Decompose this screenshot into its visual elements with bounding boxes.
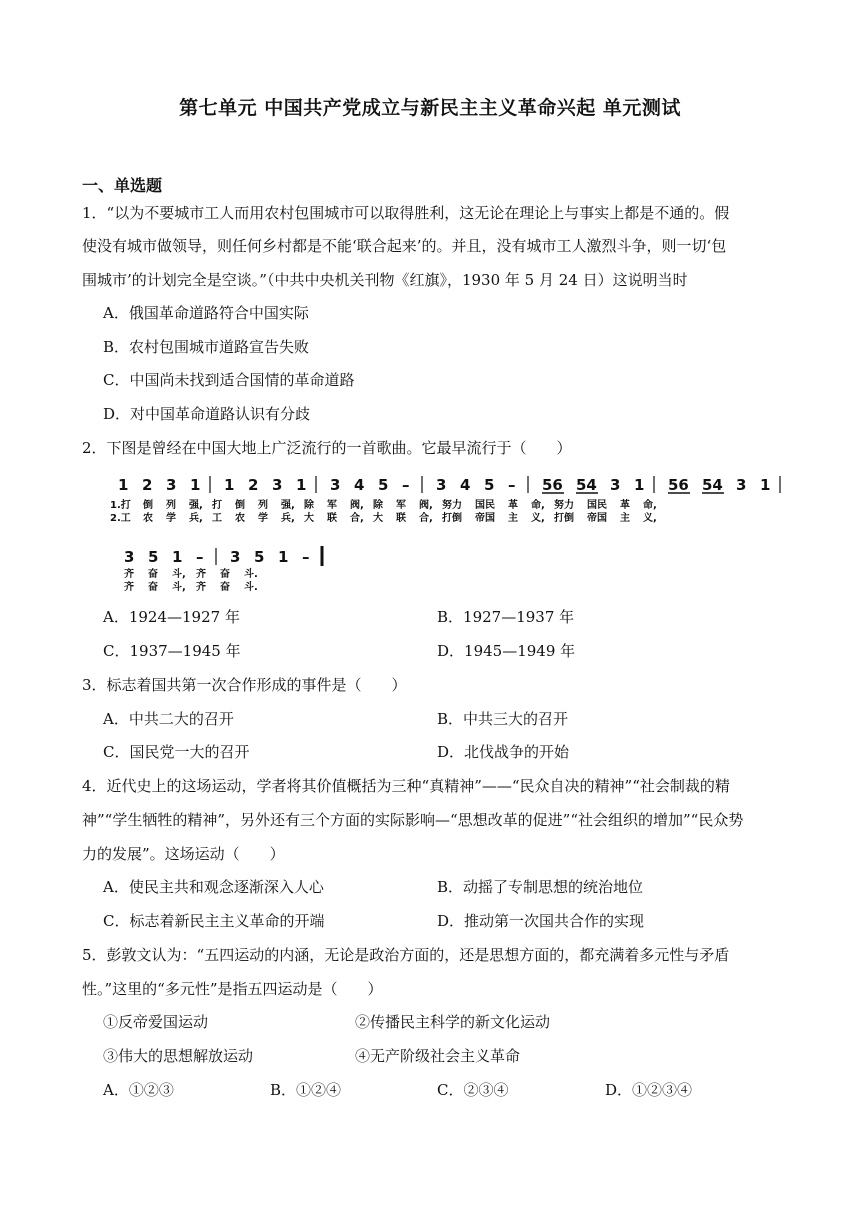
score-lyric: 义,: [531, 513, 545, 524]
question-2-option-d[interactable]: D．1945—1949 年: [437, 642, 576, 660]
score-lyric: 奋: [148, 569, 158, 580]
score-row-1-notes: [118, 476, 780, 494]
score-lyric: 齐: [124, 569, 134, 580]
score-lyric: 大: [373, 513, 383, 524]
score-note: 2: [142, 476, 153, 494]
score-row-2-notes: [124, 546, 322, 566]
score-lyric: 主: [620, 513, 630, 524]
score-note: 56: [668, 476, 689, 494]
score-note: 1: [760, 476, 771, 494]
score-lyric: 除: [304, 500, 314, 511]
question-5-text-line-2: 性。”这里的“多元性”是指五四运动是（ ）: [82, 980, 383, 998]
score-note: 5: [484, 476, 495, 494]
score-note: 3: [272, 476, 283, 494]
question-3-option-b[interactable]: B．中共三大的召开: [437, 710, 569, 728]
score-lyric: 齐: [196, 569, 206, 580]
score-lyric: 国民: [587, 500, 607, 511]
score-lyric: 阀,: [350, 500, 364, 511]
score-note: 54: [576, 476, 597, 494]
score-note: 1: [278, 548, 289, 566]
score-lyric: 军: [396, 500, 406, 511]
score-lyric: 革: [620, 500, 630, 511]
question-2-option-a[interactable]: A．1924—1927 年: [103, 608, 240, 626]
question-5-statement-3: ③伟大的思想解放运动: [103, 1047, 254, 1065]
question-5-option-d[interactable]: D．①②③④: [605, 1081, 693, 1099]
score-note: 3: [230, 548, 241, 566]
section-heading: 一、单选题: [82, 176, 163, 195]
score-lyric: 农: [235, 513, 245, 524]
score-note: 3: [124, 548, 135, 566]
score-row-2-lyric-2: [124, 580, 258, 593]
score-lyric: 合,: [350, 513, 364, 524]
page-title: 第七单元 中国共产党成立与新民主主义革命兴起 单元测试: [179, 97, 681, 119]
score-lyric: 国民: [475, 500, 495, 511]
question-1-text-line-1: 1．“以为不要城市工人而用农村包围城市可以取得胜利，这无论在理论上与事实上都是不通的。假: [82, 204, 730, 222]
question-1-option-a[interactable]: A．俄国革命道路符合中国实际: [103, 304, 309, 322]
question-4-option-b[interactable]: B．动摇了专制思想的统治地位: [437, 878, 644, 896]
question-5-option-c[interactable]: C．②③④: [437, 1081, 509, 1099]
score-lyric: 倒: [235, 500, 245, 511]
question-5-option-a[interactable]: A．①②③: [103, 1081, 174, 1099]
score-note: –: [196, 548, 204, 566]
question-1-text-line-3: 围城市’的计划完全是空谈。”（中共中央机关刊物《红旗》，1930 年 5 月 24 日）这说明当时: [82, 271, 688, 289]
question-5-option-b[interactable]: B．①②④: [270, 1081, 342, 1099]
score-lyric: 联: [327, 513, 337, 524]
question-4-text-line-3: 力的发展”。这场运动（ ）: [82, 845, 285, 863]
question-4-option-a[interactable]: A．使民主共和观念逐渐深入人心: [103, 878, 324, 896]
score-lyric: 努力: [442, 500, 462, 511]
score-lyric: 打倒: [442, 513, 462, 524]
score-note: 3: [166, 476, 177, 494]
score-lyric: 齐: [124, 582, 134, 593]
question-2-option-c[interactable]: C．1937—1945 年: [103, 642, 241, 660]
score-note: 2: [248, 476, 259, 494]
question-4-text-line-1: 4．近代史上的这场运动，学者将其价值概括为三种“真精神”——“民众自决的精神”“社会制裁的精: [82, 777, 730, 795]
score-note: 1: [118, 476, 129, 494]
score-lyric: 列: [166, 500, 176, 511]
score-note: –: [402, 476, 410, 494]
score-lyric: 奋: [220, 582, 230, 593]
score-note: 1: [190, 476, 201, 494]
question-2-option-b[interactable]: B．1927—1937 年: [437, 608, 575, 626]
score-row-1-lyric-2: [110, 511, 657, 524]
score-lyric: 联: [396, 513, 406, 524]
question-5-statement-1: ①反帝爱国运动: [103, 1013, 209, 1031]
score-note: 4: [460, 476, 471, 494]
question-5-statement-2: ②传播民主科学的新文化运动: [355, 1013, 551, 1031]
score-lyric: 倒: [143, 500, 153, 511]
score-lyric: 义,: [643, 513, 657, 524]
score-note: 1: [634, 476, 645, 494]
score-row-2-lyric-1: [124, 567, 258, 580]
score-lyric: 学: [166, 513, 176, 524]
score-note: 56: [542, 476, 563, 494]
score-lyric: 打倒: [554, 513, 574, 524]
score-lyric: 奋: [220, 569, 230, 580]
question-1-option-d[interactable]: D．对中国革命道路认识有分歧: [103, 405, 311, 423]
score-lyric: 兵,: [189, 513, 203, 524]
score-lyric: 命,: [531, 500, 545, 511]
question-1-option-b[interactable]: B．农村包围城市道路宣告失败: [103, 338, 310, 356]
score-lyric: 帝国: [475, 513, 495, 524]
score-lyric: 打: [212, 500, 222, 511]
score-lyric: 齐: [196, 582, 206, 593]
score-lyric: 兵,: [281, 513, 295, 524]
question-4-text-line-2: 神”“学生牺牲的精神”，另外还有三个方面的实际影响—“思想改革的促进”“社会组织的增加”“民众势: [82, 811, 744, 829]
score-lyric: 斗,: [172, 582, 186, 593]
score-lyric: 1.打: [110, 500, 131, 511]
score-lyric: 阀,: [419, 500, 433, 511]
question-1-option-c[interactable]: C．中国尚未找到适合国情的革命道路: [103, 371, 355, 389]
question-5-text-line-1: 5．彭敦文认为：“五四运动的内涵，无论是政治方面的，还是思想方面的，都充满着多元性与矛盾: [82, 946, 730, 964]
score-note: 1: [224, 476, 235, 494]
score-lyric: 命,: [643, 500, 657, 511]
score-note: 1: [296, 476, 307, 494]
score-lyric: 斗.: [244, 569, 258, 580]
score-note: 3: [330, 476, 341, 494]
score-lyric: 强,: [281, 500, 295, 511]
score-lyric: 奋: [148, 582, 158, 593]
score-lyric: 帝国: [587, 513, 607, 524]
score-note: 3: [436, 476, 447, 494]
score-note: 3: [736, 476, 747, 494]
question-3-option-c[interactable]: C．国民党一大的召开: [103, 743, 250, 761]
question-4-option-c[interactable]: C．标志着新民主主义革命的开端: [103, 912, 325, 930]
question-5-statement-4: ④无产阶级社会主义革命: [355, 1047, 521, 1065]
question-3-option-d[interactable]: D．北伐战争的开始: [437, 743, 570, 761]
score-note: 5: [148, 548, 159, 566]
score-lyric: 学: [258, 513, 268, 524]
score-lyric: 合,: [419, 513, 433, 524]
score-note: 5: [378, 476, 389, 494]
score-note: –: [302, 548, 310, 566]
score-note: 3: [610, 476, 621, 494]
score-lyric: 列: [258, 500, 268, 511]
score-lyric: 农: [143, 513, 153, 524]
score-row-1-lyric-1: [110, 498, 657, 511]
score-lyric: 大: [304, 513, 314, 524]
score-lyric: 2.工: [110, 513, 131, 524]
question-4-option-d[interactable]: D．推动第一次国共合作的实现: [437, 912, 645, 930]
score-lyric: 主: [508, 513, 518, 524]
score-note: 5: [254, 548, 265, 566]
score-lyric: 工: [212, 513, 222, 524]
score-note: 4: [354, 476, 365, 494]
score-lyric: 军: [327, 500, 337, 511]
question-3-option-a[interactable]: A．中共二大的召开: [103, 710, 234, 728]
score-lyric: 强,: [189, 500, 203, 511]
score-lyric: 斗.: [244, 582, 258, 593]
score-note: 1: [172, 548, 183, 566]
question-2-text-line-1: 2．下图是曾经在中国大地上广泛流行的一首歌曲。它最早流行于（ ）: [82, 439, 572, 457]
score-lyric: 努力: [554, 500, 574, 511]
score-lyric: 革: [508, 500, 518, 511]
song-score-image: [110, 470, 771, 600]
question-3-text-line-1: 3．标志着国共第一次合作形成的事件是（ ）: [82, 676, 407, 694]
score-lyric: 斗,: [172, 569, 186, 580]
score-lyric: 除: [373, 500, 383, 511]
score-note: –: [508, 476, 516, 494]
question-1-text-line-2: 使没有城市做领导，则任何乡村都是不能‘联合起来’的。并且，没有城市工人激烈斗争，则一切‘包: [82, 237, 727, 255]
score-note: 54: [702, 476, 723, 494]
